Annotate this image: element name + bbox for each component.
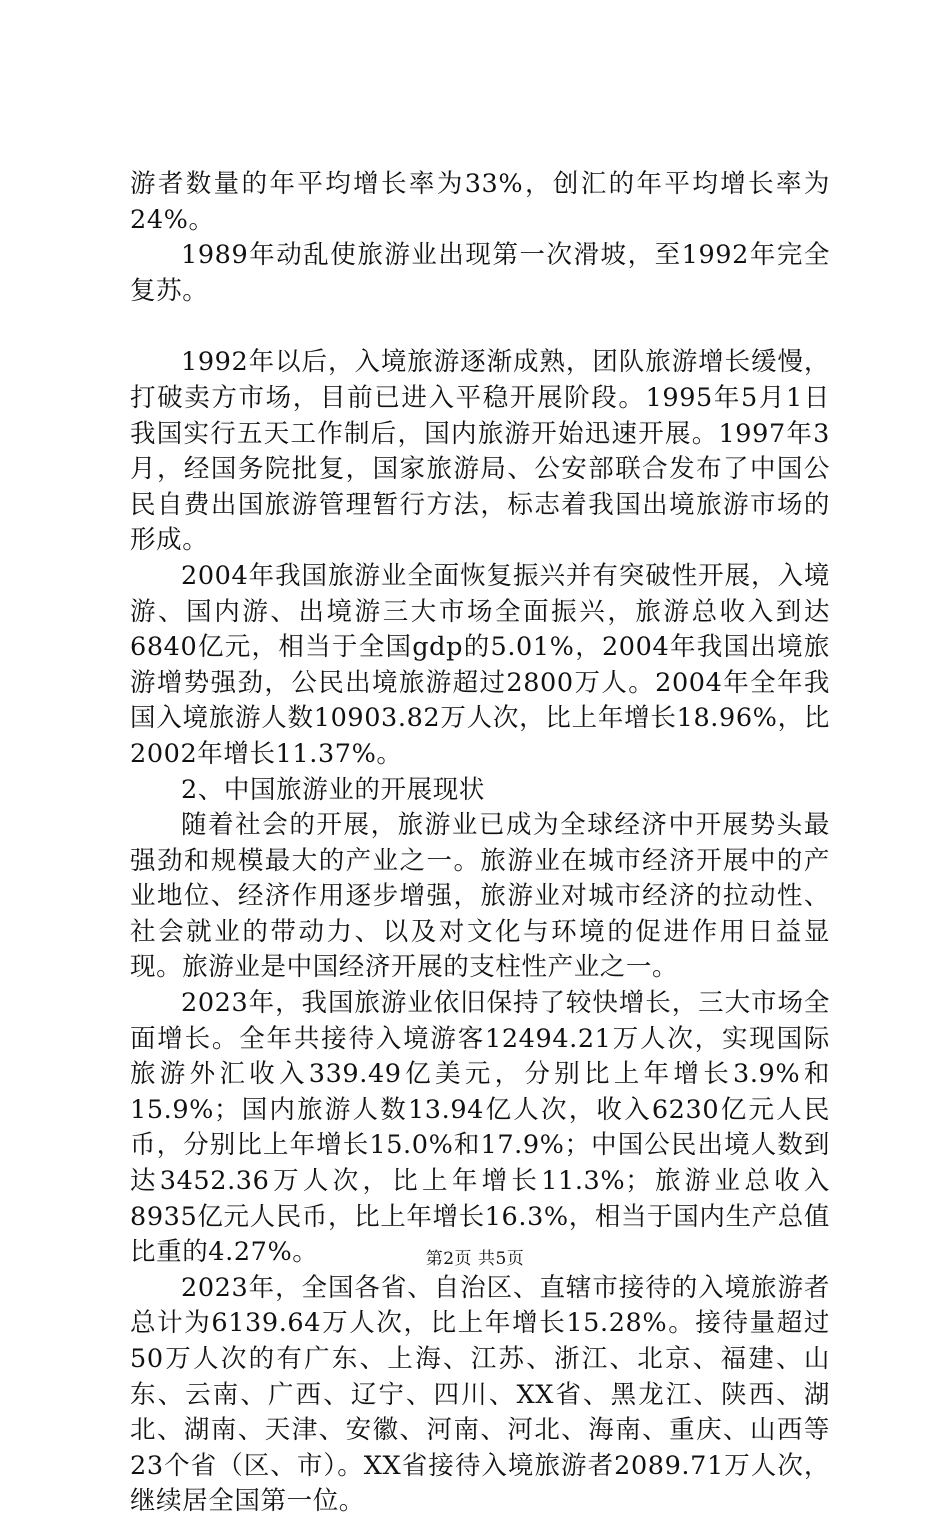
paragraph-1989-downturn: 1989年动乱使旅游业出现第一次滑坡，至1992年完全复苏。 <box>130 240 830 306</box>
paragraph-1992-maturity: 1992年以后，入境旅游逐渐成熟，团队旅游增长缓慢，打破卖方市场，目前已进入平稳开展阶段。1995年5月1日我国实行五天工作制后，国内旅游开始迅速开展。1997年3月，经国务院批复，国家旅游局、公安部联合发布了中国公民自费出国旅游管理暂行方法，标志着我国出境旅游市场的形成。 <box>130 347 830 556</box>
paragraph-2004-revival: 2004年我国旅游业全面恢复振兴并有突破性开展，入境游、国内游、出境游三大市场全面振兴，旅游总收入到达6840亿元，相当于全国gdp的5.01%，2004年我国出境旅游增势强劲，公民出境旅游超过2800万人。2004年全年我国入境旅游人数10903.82万人次，比上年增长18.96%，比2002年增长11.37%。 <box>130 560 830 769</box>
section-heading: 2、中国旅游业的开展现状 <box>181 774 485 805</box>
page-footer: 第2页 共5页 <box>425 1249 525 1269</box>
paragraph-2023-growth: 2023年，我国旅游业依旧保持了较快增长，三大市场全面增长。全年共接待入境游客12494.21万人次，实现国际旅游外汇收入339.49亿美元，分别比上年增长3.9%和15.9%；国内旅游人数13.94亿人次，收入6230亿元人民币，分别比上年增长15.0%和17.9%；中国公民出境人数到达3452.36万人次，比上年增长11.3%；旅游业总收入8935亿元人民币，比上年增长16.3%，相当于国内生产总值比重的4.27%。 <box>130 988 830 1268</box>
document-body <box>130 167 830 1520</box>
paragraph-industry-role: 随着社会的开展，旅游业已成为全球经济中开展势头最强劲和规模最大的产业之一。旅游业在城市经济开展中的产业地位、经济作用逐步增强，旅游业对城市经济的拉动性、社会就业的带动力、以及对文化与环境的促进作用日益显现。旅游业是中国经济开展的支柱性产业之一。 <box>130 810 830 983</box>
paragraph-2023-provinces: 2023年，全国各省、自治区、直辖市接待的入境旅游者总计为6139.64万人次，比上年增长15.28%。接待量超过50万人次的有广东、上海、江苏、浙江、北京、福建、山东、云南、广西、辽宁、四川、XX省、黑龙江、陕西、湖北、湖南、天津、安徽、河南、河北、海南、重庆、山西等23个省（区、市）。XX省接待入境旅游者2089.71万人次，继续居全国第一位。 <box>130 1272 830 1517</box>
paragraph-continuation: 游者数量的年平均增长率为33%，创汇的年平均增长率为24%。 <box>130 169 830 235</box>
paragraph-gap <box>130 309 830 345</box>
